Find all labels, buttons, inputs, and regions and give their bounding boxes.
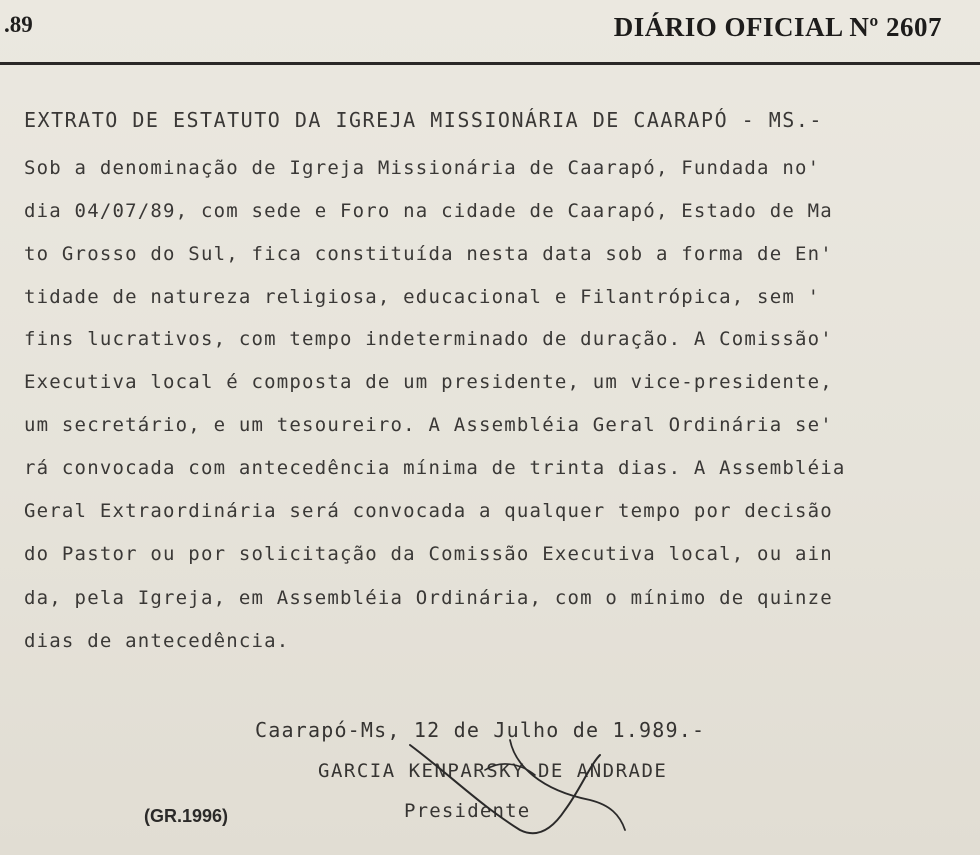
handwritten-signature — [390, 735, 630, 845]
body-line: do Pastor ou por solicitação da Comissão Executiva local, ou ain — [24, 543, 833, 565]
page-header — [0, 0, 980, 62]
gazette-title: DIÁRIO OFICIAL Nº 2607 — [613, 12, 942, 42]
body-line: Sob a denominação de Igreja Missionária de Caarapó, Fundada no' — [24, 157, 821, 179]
body-line: tidade de natureza religiosa, educacional e Filantrópica, sem ' — [24, 286, 821, 308]
body-line: Geral Extraordinária será convocada a qualquer tempo por decisão — [24, 500, 833, 522]
header-divider — [0, 62, 980, 65]
body-line: dias de antecedência. — [24, 630, 290, 652]
body-line: fins lucrativos, com tempo indeterminado de duração. A Comissão' — [24, 328, 833, 350]
signer-role: Presidente — [404, 800, 531, 822]
body-line: rá convocada com antecedência mínima de trinta dias. A Assembléia — [24, 457, 846, 479]
body-line: da, pela Igreja, em Assembléia Ordinária, com o mínimo de quinze — [24, 587, 833, 609]
page-number: .89 — [4, 12, 33, 37]
extract-title: EXTRATO DE ESTATUTO DA IGREJA MISSIONÁRIA DE CAARAPÓ - MS.- — [24, 108, 823, 132]
reference-code: (GR.1996) — [144, 806, 229, 826]
body-line: um secretário, e um tesoureiro. A Assembléia Geral Ordinária se' — [24, 414, 833, 436]
body-line: Executiva local é composta de um presidente, um vice-presidente, — [24, 371, 833, 393]
body-line: to Grosso do Sul, fica constituída nesta data sob a forma de En' — [24, 243, 833, 265]
body-line: dia 04/07/89, com sede e Foro na cidade de Caarapó, Estado de Ma — [24, 200, 833, 222]
place-date: Caarapó-Ms, 12 de Julho de 1.989.- — [255, 718, 706, 742]
signer-name: GARCIA KENPARSKY DE ANDRADE — [318, 760, 668, 782]
